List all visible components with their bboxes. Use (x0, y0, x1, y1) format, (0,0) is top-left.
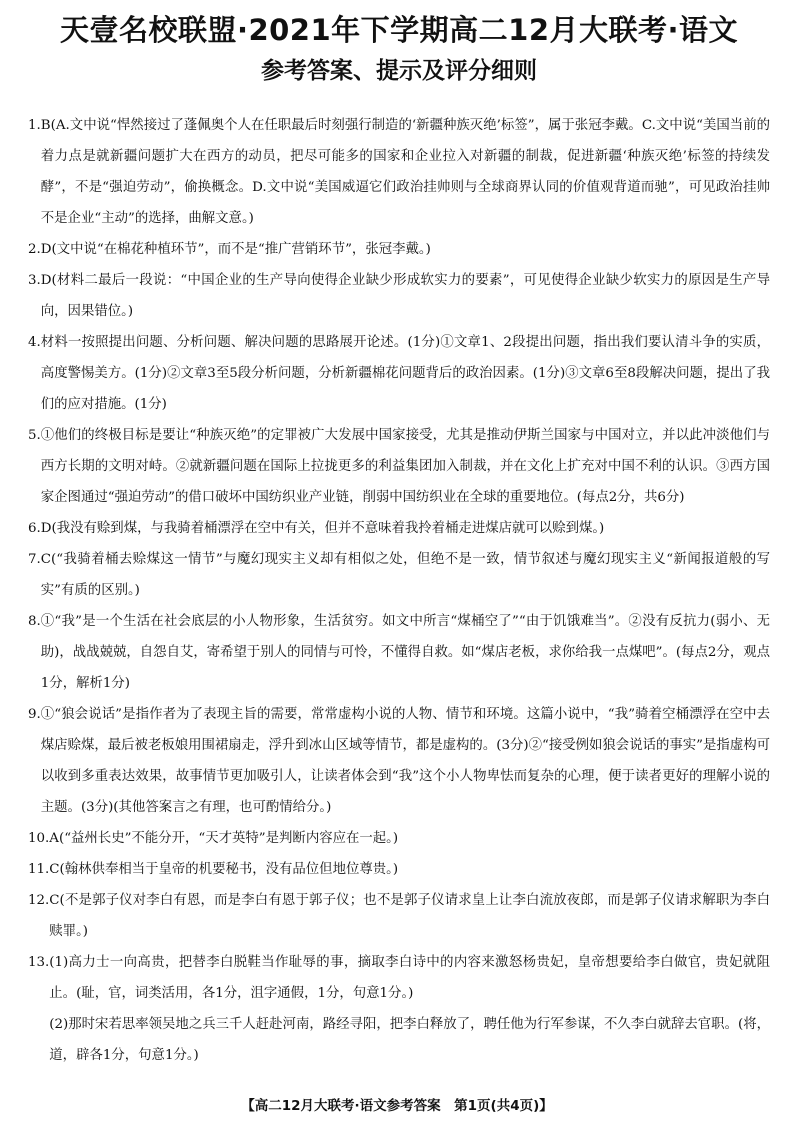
answer-text: ①“我”是一个生活在社会底层的小人物形象，生活贫穷。如文中所言“煤桶空了”“由于饥饿难当”。②没有反抗力(弱小、无助)，战战兢兢，自怨自艾，寄希望于别人的同情与可怜，不懂得自救。如“煤店老板，求你给我一点煤吧”。(每点2分，观点1分，解析1分) (40, 614, 770, 691)
page-title: 天壹名校联盟·2021年下学期高二12月大联考·语文 (59, 13, 739, 47)
answer-list (28, 110, 770, 1071)
answer-item-4 (28, 327, 770, 420)
page-subtitle: 参考答案、提示及评分细则 (261, 58, 537, 84)
answer-number: 13. (28, 955, 50, 970)
answer-text: ①他们的终极目标是要让“种族灭绝”的定罪被广大发展中国家接受，尤其是推动伊斯兰国家与中国对立，并以此冲淡他们与西方长期的文明对峙。②就新疆问题在国际上拉拢更多的利益集团加入制裁，并在文化上扩充对中国不利的认识。③西方国家企图通过“强迫劳动”的借口破坏中国纺织业产业链，削弱中国纺织业在全球的重要地位。(每点2分，共6分) (40, 428, 770, 505)
answer-subpart-1: (1)高力士一向高贵，把替李白脱鞋当作耻辱的事，摘取李白诗中的内容来激怒杨贵妃，皇帝想要给李白做官，贵妃就阻止。(耻，官，词类活用，各1分，沮字通假，1分，句意1分。) (49, 955, 770, 1001)
answer-number: 11. (28, 862, 50, 877)
answer-number: 8. (28, 614, 41, 629)
answer-text: D(我没有赊到煤，与我骑着桶漂浮在空中有关，但并不意味着我拎着桶走进煤店就可以赊到煤。) (40, 521, 605, 536)
answer-number: 9. (28, 707, 41, 722)
answer-item-10 (28, 823, 770, 854)
page-footer: 【高二12月大联考·语文参考答案 第1页(共4页)】 (241, 1098, 553, 1114)
answer-number: 12. (28, 893, 50, 908)
answer-item-2 (28, 234, 770, 265)
answer-number: 7. (28, 552, 41, 567)
answer-text: D(材料二最后一段说：“中国企业的生产导向使得企业缺少形成软实力的要素”，可见使得企业缺少软实力的原因是生产导向，因果错位。) (40, 273, 770, 319)
answer-number: 3. (28, 273, 41, 288)
answer-number: 5. (28, 428, 41, 443)
answer-item-1 (28, 110, 770, 234)
answer-number: 1. (28, 118, 41, 133)
answer-number: 10. (28, 831, 50, 846)
answer-text: D(文中说“在棉花种植环节”，而不是“推广营销环节”，张冠李戴。) (40, 242, 431, 257)
answer-text: A(“益州长史”不能分开，“天才英特”是判断内容应在一起。) (49, 831, 399, 846)
answer-item-3 (28, 265, 770, 327)
answer-number: 2. (28, 242, 41, 257)
answer-text: C(“我骑着桶去赊煤这一情节”与魔幻现实主义却有相似之处，但绝不是一致，情节叙述与魔幻现实主义“新闻报道般的写实”有质的区别。) (40, 552, 770, 598)
answer-text (49, 947, 770, 1071)
answer-item-7 (28, 544, 770, 606)
answer-item-13 (28, 947, 770, 1071)
answer-item-11 (28, 854, 770, 885)
answer-item-12 (28, 885, 770, 947)
answer-text: 材料一按照提出问题、分析问题、解决问题的思路展开论述。(1分)①文章1、2段提出问题，指出我们要认清斗争的实质，高度警惕美方。(1分)②文章3至5段分析问题，分析新疆棉花问题背后的政治因素。(1分)③文章6至8段解决问题，提出了我们的应对措施。(1分) (40, 335, 770, 412)
answer-text: C(不是郭子仪对李白有恩，而是李白有恩于郭子仪；也不是郭子仪请求皇上让李白流放夜郎，而是郭子仪请求解职为李白赎罪。) (49, 893, 770, 939)
answer-number: 6. (28, 521, 41, 536)
answer-text: B(A.文中说“悍然接过了蓬佩奥个人在任职最后时刻强行制造的‘新疆种族灭绝’标签”，属于张冠李戴。C.文中说“美国当前的着力点是就新疆问题扩大在西方的动员，把尽可能多的国家和企业拉入对新疆的制裁，促进新疆‘种族灭绝’标签的持续发酵”，不是“强迫劳动”，偷换概念。D.文中说“美国威逼它们政治挂帅则与全球商界认同的价值观背道而驰”，可见政治挂帅不是企业“主动”的选择，曲解文意。) (40, 118, 770, 226)
answer-text: C(翰林供奉相当于皇帝的机要秘书，没有品位但地位尊贵。) (49, 862, 399, 877)
answer-text: ①“狼会说话”是指作者为了表现主旨的需要，常常虚构小说的人物、情节和环境。这篇小说中，“我”骑着空桶漂浮在空中去煤店赊煤，最后被老板娘用围裙扇走，浮升到冰山区域等情节，都是虚构的。(3分)②“接受例如狼会说话的事实”是指虚构可以收到多重表达效果，故事情节更加吸引人，让读者体会到“我”这个小人物卑怯而复杂的心理，便于读者更好的理解小说的主题。(3分)(其他答案言之有理，也可酌情给分。) (40, 707, 770, 815)
answer-subpart-2: (2)那时宋若思率领吴地之兵三千人赶赴河南，路经寻阳，把李白释放了，聘任他为行军参谋，不久李白就辞去官职。(将，道，辟各1分，句意1分。) (49, 1017, 770, 1063)
answer-item-8 (28, 606, 770, 699)
answer-item-5 (28, 420, 770, 513)
answer-number: 4. (28, 335, 41, 350)
answer-item-6 (28, 513, 770, 544)
answer-item-9 (28, 699, 770, 823)
